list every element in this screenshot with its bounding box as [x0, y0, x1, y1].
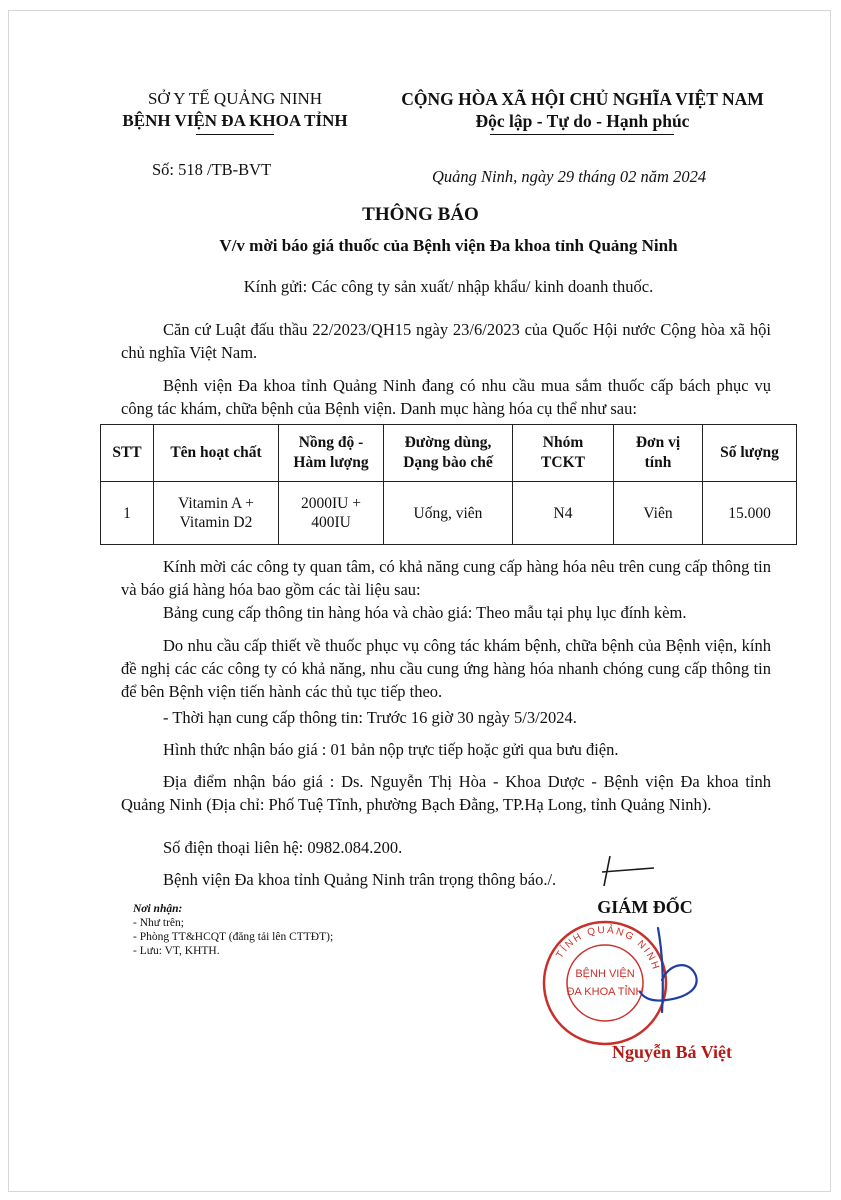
- header-right-rule: [490, 134, 674, 135]
- header-right: [380, 88, 785, 132]
- paragraph-method: Hình thức nhận báo giá : 01 bản nộp trực tiếp hoặc gửi qua bưu điện.: [163, 740, 619, 759]
- col-stt: STT: [101, 425, 154, 482]
- cell-quantity: 15.000: [703, 482, 797, 545]
- cell-route: Uống, viên: [384, 482, 513, 545]
- stamp-ring-text: TỈNH QUẢNG NINH: [554, 924, 662, 973]
- cell-concentration: 2000IU + 400IU: [279, 482, 384, 545]
- motto: Độc lập - Tự do - Hạnh phúc: [475, 111, 690, 131]
- table-header-row: [101, 425, 797, 482]
- goods-table: [100, 424, 797, 545]
- handwritten-signature: [600, 920, 720, 1040]
- cell-name: Vitamin A + Vitamin D2: [154, 482, 279, 545]
- document-title: THÔNG BÁO: [362, 204, 479, 225]
- country-name: CỘNG HÒA XÃ HỘI CHỦ NGHĨA VIỆT NAM: [401, 89, 764, 109]
- stamp-text-line2: ĐA KHOA TỈNH: [566, 986, 644, 998]
- header-left-rule: [196, 134, 274, 135]
- paragraph-form: Bảng cung cấp thông tin hàng hóa và chào giá: Theo mẫu tại phụ lục đính kèm.: [163, 603, 687, 622]
- paragraph-deadline: - Thời hạn cung cấp thông tin: Trước 16 giờ 30 ngày 5/3/2024.: [163, 708, 577, 727]
- agency-name: SỞ Y TẾ QUẢNG NINH: [147, 89, 323, 108]
- col-unit: Đơn vị tính: [614, 425, 703, 482]
- paragraph-invitation: Kính mời các công ty quan tâm, có khả năng cung cấp hàng hóa nêu trên cung cấp thông tin và báo giá hàng hóa bao gồm các tài liệu sau:: [121, 557, 771, 599]
- col-route: Đường dùng, Dạng bào chế: [384, 425, 513, 482]
- initials-mark: [596, 852, 658, 892]
- signer-position: GIÁM ĐỐC: [597, 897, 693, 917]
- recipient-item: - Phòng TT&HCQT (đăng tải lên CTTĐT);: [133, 931, 334, 943]
- cell-stt: 1: [101, 482, 154, 545]
- table-row: [101, 482, 797, 545]
- header-left: [95, 88, 375, 132]
- col-concentration: Nồng độ - Hàm lượng: [279, 425, 384, 482]
- recipients-title: Nơi nhận:: [133, 903, 183, 915]
- cell-group: N4: [513, 482, 614, 545]
- col-name: Tên hoạt chất: [154, 425, 279, 482]
- recipients-block: [133, 902, 333, 958]
- place-date: Quảng Ninh, ngày 29 tháng 02 năm 2024: [432, 167, 707, 186]
- paragraph-phone: Số điện thoại liên hệ: 0982.084.200.: [163, 838, 403, 857]
- recipient-item: - Lưu: VT, KHTH.: [133, 945, 220, 957]
- paragraph-legal-basis: Căn cứ Luật đấu thầu 22/2023/QH15 ngày 23/6/2023 của Quốc Hội nước Cộng hòa xã hội chủ nghĩa Việt Nam.: [121, 320, 771, 362]
- document-number: Số: 518 /TB-BVT: [152, 160, 272, 179]
- stamp-text-line1: BỆNH VIỆN: [575, 968, 635, 980]
- paragraph-need: Bệnh viện Đa khoa tỉnh Quảng Ninh đang có nhu cầu mua sắm thuốc cấp bách phục vụ công tác khám, chữa bệnh của Bệnh viện. Danh mục hàng hóa cụ thể như sau:: [121, 376, 771, 418]
- paragraph-closing: Bệnh viện Đa khoa tỉnh Quảng Ninh trân trọng thông báo./.: [163, 870, 557, 889]
- col-quantity: Số lượng: [703, 425, 797, 482]
- signer-name: Nguyễn Bá Việt: [612, 1042, 733, 1062]
- paragraph-urgency: Do nhu cầu cấp thiết về thuốc phục vụ công tác khám bệnh, chữa bệnh của Bệnh viện, kính đề nghị các các công ty có khả năng, nhu cầu cung ứng hàng hóa nhanh chóng cung cấp thông tin để bên Bệnh viện tiến hành các thủ tục tiếp theo.: [121, 636, 771, 701]
- cell-unit: Viên: [614, 482, 703, 545]
- recipients-line: Kính gửi: Các công ty sản xuất/ nhập khẩu/ kinh doanh thuốc.: [243, 277, 654, 296]
- recipient-item: - Như trên;: [133, 917, 184, 929]
- col-group: Nhóm TCKT: [513, 425, 614, 482]
- hospital-name: BỆNH VIỆN ĐA KHOA TỈNH: [122, 111, 348, 130]
- paragraph-location: Địa điểm nhận báo giá : Ds. Nguyễn Thị Hòa - Khoa Dược - Bệnh viện Đa khoa tỉnh Quảng Ninh (Địa chỉ: Phố Tuệ Tĩnh, phường Bạch Đằng, TP.Hạ Long, tỉnh Quảng Ninh).: [121, 772, 771, 814]
- document-subject: V/v mời báo giá thuốc của Bệnh viện Đa khoa tỉnh Quảng Ninh: [219, 236, 678, 255]
